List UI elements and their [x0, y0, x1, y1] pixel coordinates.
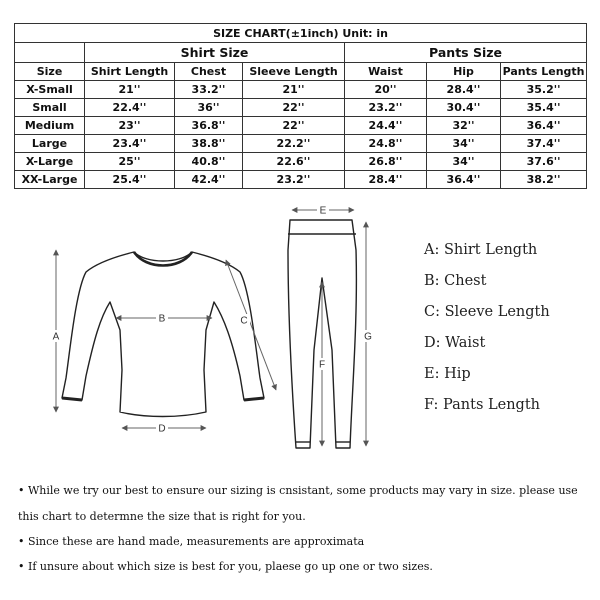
hip-cell: 28.4''	[427, 81, 501, 99]
header-shirt-length: Shirt Length	[85, 63, 175, 81]
sleeve-length-cell: 22.6''	[243, 153, 345, 171]
pants-length-cell: 36.4''	[501, 117, 587, 135]
waist-cell: 28.4''	[345, 171, 427, 189]
pants-length-cell: 35.2''	[501, 81, 587, 99]
label-a: A	[52, 331, 60, 343]
sleeve-length-cell: 21''	[243, 81, 345, 99]
table-row	[15, 135, 587, 153]
pants-length-cell: 35.4''	[501, 99, 587, 117]
shirt-length-cell: 22.4''	[85, 99, 175, 117]
table-row	[15, 171, 587, 189]
legend-chest: B: Chest	[424, 273, 487, 289]
waist-cell: 24.8''	[345, 135, 427, 153]
shirt-measure-lines	[56, 250, 276, 428]
pants-length-cell: 37.6''	[501, 153, 587, 171]
sleeve-length-cell: 23.2''	[243, 171, 345, 189]
sleeve-length-cell: 22.2''	[243, 135, 345, 153]
note-line: • If unsure about which size is best for you, plaese go up one or two sizes.	[18, 560, 433, 573]
table-row	[15, 117, 587, 135]
label-f: F	[318, 359, 326, 371]
label-d: D	[158, 423, 166, 435]
size-chart-table	[14, 23, 587, 189]
legend-hip: E: Hip	[424, 366, 471, 382]
header-chest: Chest	[175, 63, 243, 81]
shirt-length-cell: 25.4''	[85, 171, 175, 189]
hip-cell: 34''	[427, 135, 501, 153]
table-title: SIZE CHART(±1inch) Unit: in	[15, 24, 587, 43]
table-row	[15, 99, 587, 117]
note-line: • Since these are hand made, measurements are approximata	[18, 535, 365, 548]
chest-cell: 42.4''	[175, 171, 243, 189]
shirt-illustration	[62, 252, 264, 417]
group-spacer	[15, 43, 85, 63]
sleeve-length-cell: 22''	[243, 117, 345, 135]
chest-cell: 36''	[175, 99, 243, 117]
size-cell: Medium	[15, 117, 85, 135]
header-sleeve-length: Sleeve Length	[243, 63, 345, 81]
legend-shirt-length: A: Shirt Length	[424, 242, 538, 258]
group-shirt-size: Shirt Size	[85, 43, 345, 63]
waist-cell: 20''	[345, 81, 427, 99]
label-b: B	[158, 313, 166, 325]
legend-pants-length: F: Pants Length	[424, 397, 540, 413]
legend-sleeve-length: C: Sleeve Length	[424, 304, 550, 320]
size-cell: XX-Large	[15, 171, 85, 189]
size-cell: X-Large	[15, 153, 85, 171]
size-cell: Large	[15, 135, 85, 153]
waist-cell: 24.4''	[345, 117, 427, 135]
header-waist: Waist	[345, 63, 427, 81]
shirt-length-cell: 25''	[85, 153, 175, 171]
chest-cell: 33.2''	[175, 81, 243, 99]
label-e: E	[319, 205, 327, 217]
chest-cell: 40.8''	[175, 153, 243, 171]
waist-cell: 23.2''	[345, 99, 427, 117]
pants-length-cell: 37.4''	[501, 135, 587, 153]
shirt-length-cell: 21''	[85, 81, 175, 99]
size-cell: X-Small	[15, 81, 85, 99]
waist-cell: 26.8''	[345, 153, 427, 171]
pants-length-cell: 38.2''	[501, 171, 587, 189]
legend-waist: D: Waist	[424, 335, 486, 351]
group-pants-size: Pants Size	[345, 43, 587, 63]
sleeve-length-cell: 22''	[243, 99, 345, 117]
size-cell: Small	[15, 99, 85, 117]
hip-cell: 30.4''	[427, 99, 501, 117]
note-line: this chart to determne the size that is right for you.	[18, 510, 306, 523]
hip-cell: 32''	[427, 117, 501, 135]
chest-cell: 36.8''	[175, 117, 243, 135]
shirt-length-cell: 23''	[85, 117, 175, 135]
header-hip: Hip	[427, 63, 501, 81]
chest-cell: 38.8''	[175, 135, 243, 153]
shirt-length-cell: 23.4''	[85, 135, 175, 153]
header-pants-length: Pants Length	[501, 63, 587, 81]
table-row	[15, 153, 587, 171]
table-row	[15, 81, 587, 99]
measurement-diagram	[0, 190, 600, 460]
note-line: • While we try our best to ensure our sizing is cnsistant, some products may vary in size. please use	[18, 484, 578, 497]
hip-cell: 34''	[427, 153, 501, 171]
label-c: C	[240, 315, 248, 327]
header-size: Size	[15, 63, 85, 81]
label-g: G	[364, 331, 372, 343]
hip-cell: 36.4''	[427, 171, 501, 189]
